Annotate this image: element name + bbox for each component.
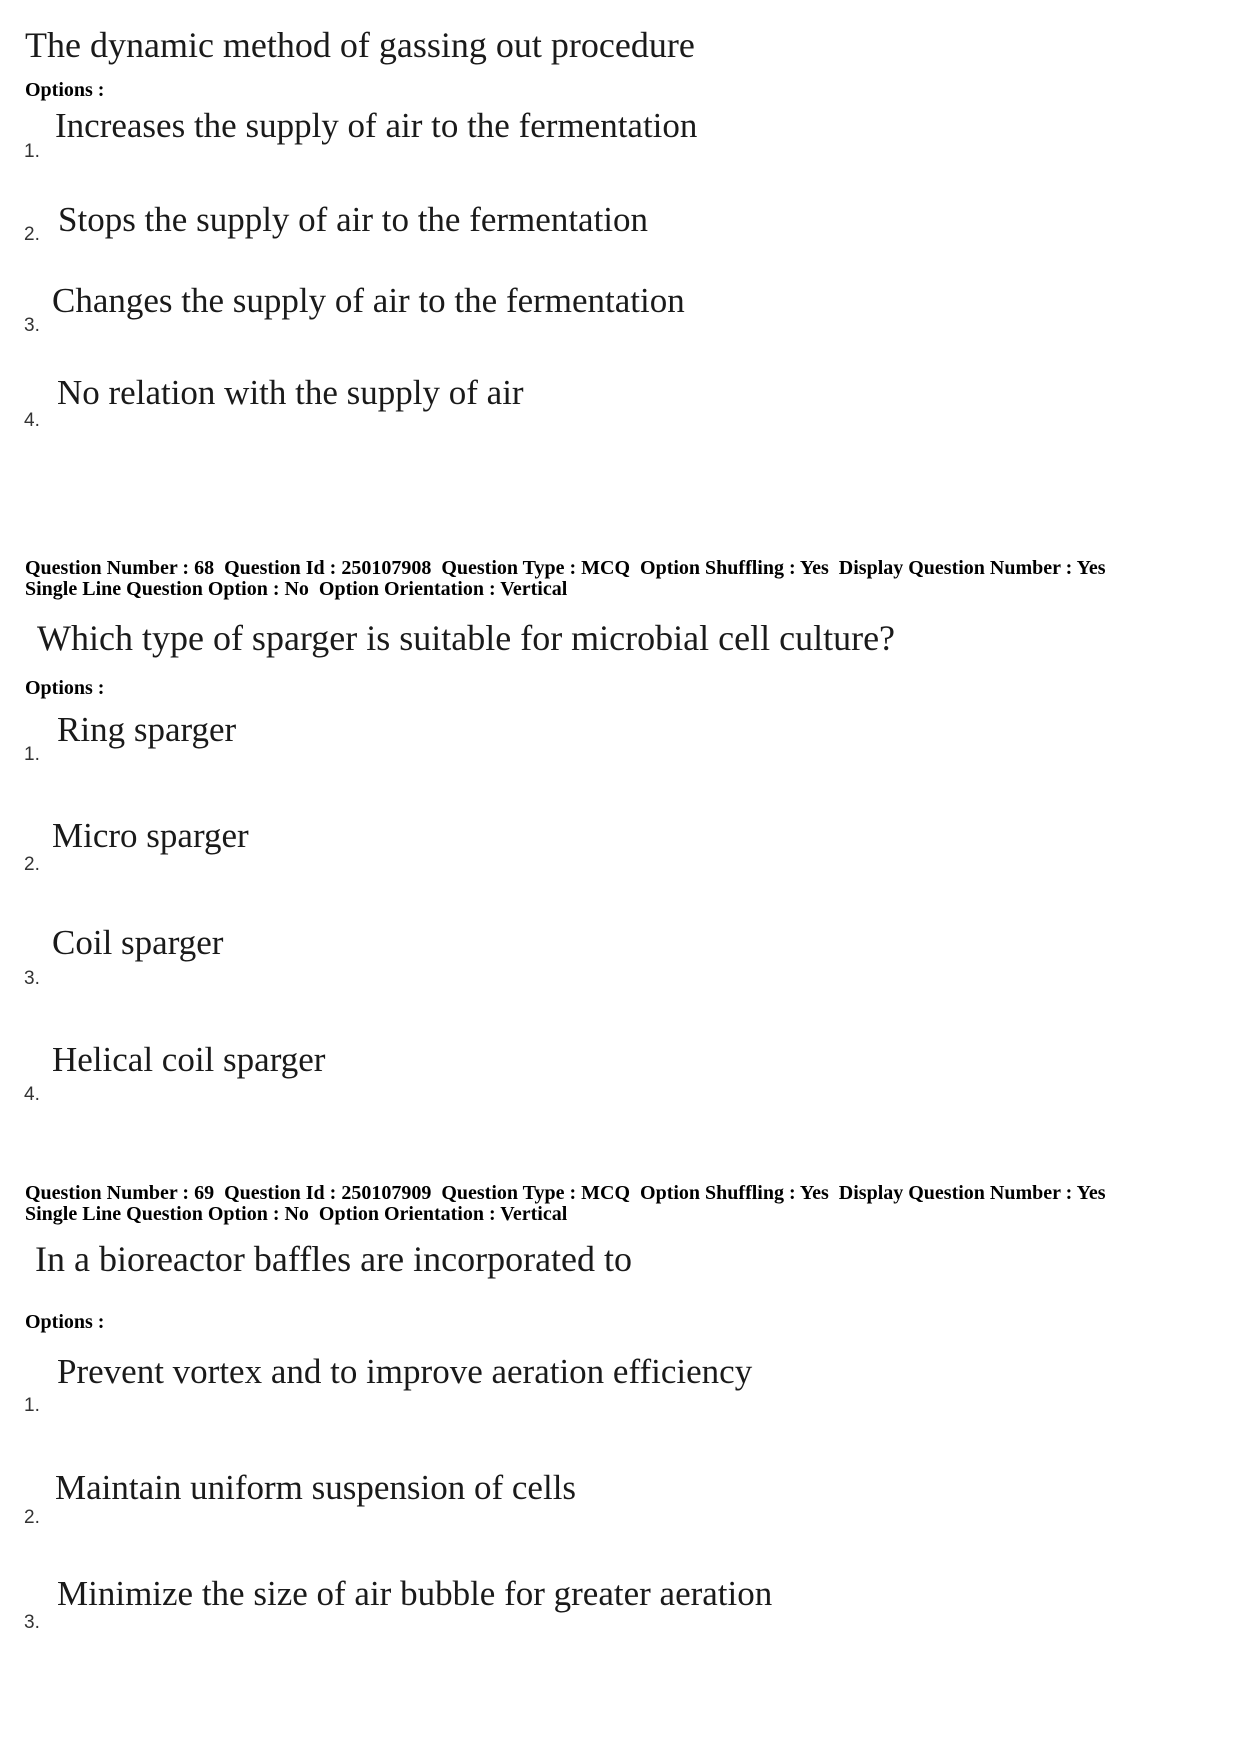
option-text: Helical coil sparger <box>52 1040 326 1079</box>
option-number: 4. <box>24 1084 40 1105</box>
option-number: 1. <box>24 1395 40 1416</box>
question-meta-line: Question Number : 69 Question Id : 250107909 Question Type : MCQ Option Shuffling : Yes Display Question Number : Yes <box>25 1182 1106 1204</box>
option-number: 2. <box>24 854 40 875</box>
option-text: Prevent vortex and to improve aeration efficiency <box>57 1352 753 1391</box>
option-text: Coil sparger <box>52 923 224 962</box>
question-68-text: Which type of sparger is suitable for microbial cell culture? <box>37 618 896 658</box>
option-number: 2. <box>24 1507 40 1528</box>
option-number: 3. <box>24 315 40 336</box>
options-label: Options : <box>25 677 105 699</box>
option-text: Increases the supply of air to the fermentation <box>55 106 698 145</box>
question-69-text: In a bioreactor baffles are incorporated to <box>35 1239 633 1279</box>
question-67-text: The dynamic method of gassing out procedure <box>25 25 695 65</box>
options-label: Options : <box>25 79 105 101</box>
option-number: 4. <box>24 410 40 431</box>
option-text: Changes the supply of air to the fermentation <box>52 281 685 320</box>
option-text: Minimize the size of air bubble for greater aeration <box>57 1574 773 1613</box>
question-meta-line: Single Line Question Option : No Option Orientation : Vertical <box>25 1203 568 1225</box>
option-number: 2. <box>24 224 40 245</box>
question-meta-line: Question Number : 68 Question Id : 250107908 Question Type : MCQ Option Shuffling : Yes Display Question Number : Yes <box>25 557 1106 579</box>
question-meta-line: Single Line Question Option : No Option Orientation : Vertical <box>25 578 568 600</box>
option-text: Maintain uniform suspension of cells <box>55 1468 577 1507</box>
option-number: 1. <box>24 744 40 765</box>
option-number: 1. <box>24 141 40 162</box>
option-number: 3. <box>24 968 40 989</box>
option-text: Micro sparger <box>52 816 249 855</box>
option-text: Stops the supply of air to the fermentation <box>58 200 649 239</box>
option-text: Ring sparger <box>57 710 237 749</box>
options-label: Options : <box>25 1311 105 1333</box>
option-text: No relation with the supply of air <box>57 373 524 412</box>
option-number: 3. <box>24 1612 40 1633</box>
